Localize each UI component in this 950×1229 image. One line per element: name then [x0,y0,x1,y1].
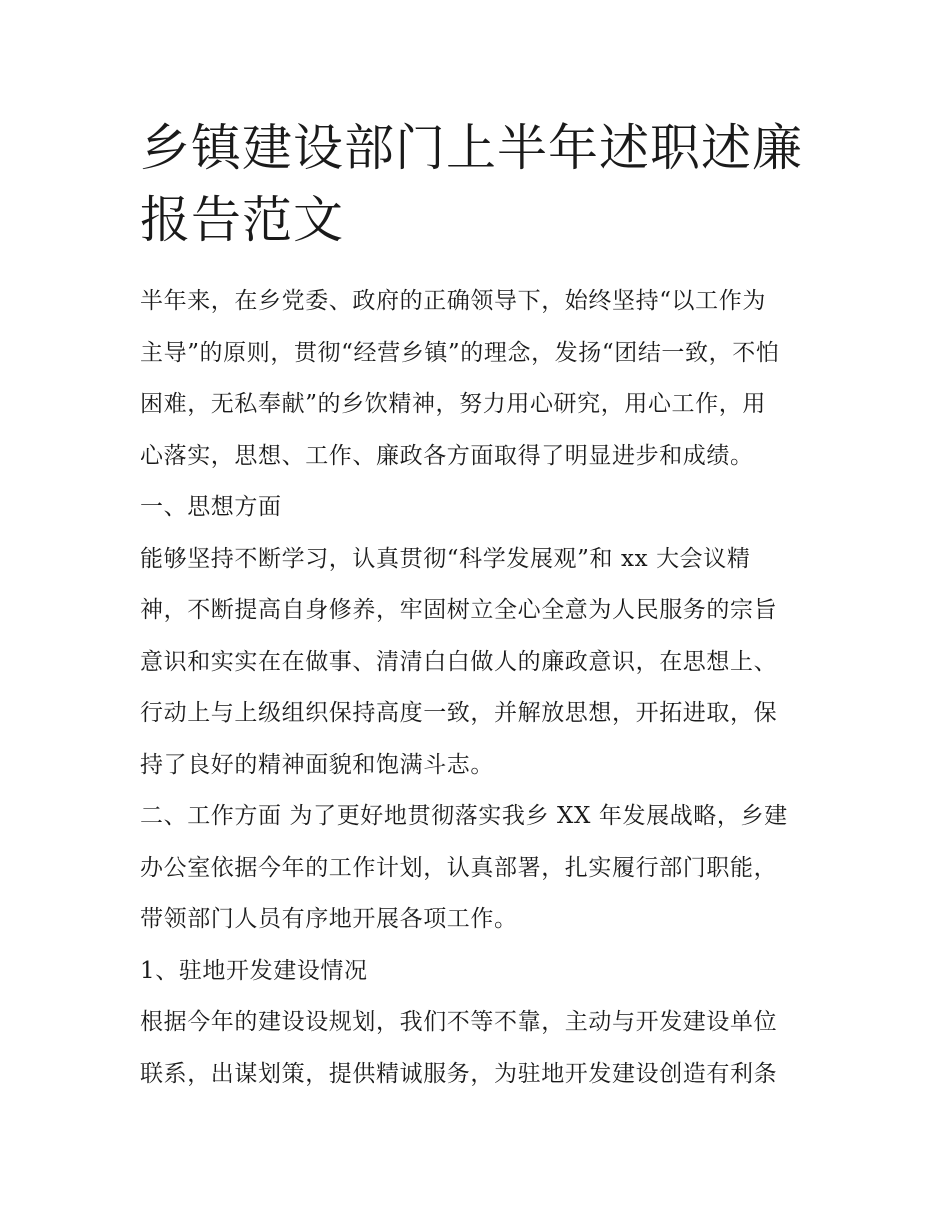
document-title [140,112,820,256]
body-line: 主导”的原则，贯彻“经营乡镇”的理念，发扬“团结一致，不怕 [140,339,780,366]
body-line: 持了良好的精神面貌和饱满斗志。 [140,751,494,778]
document-body [140,276,830,1100]
section-heading: 一、思想方面 [140,494,282,520]
body-line: 带领部门人员有序地开展各项工作。 [140,906,518,932]
body-line: 半年来，在乡党委、政府的正确领导下，始终坚持“以工作为 [140,288,766,314]
body-line: 行动上与上级组织保持高度一致，并解放思想，开拓进取，保 [140,700,778,726]
title-line: 报告范文 [140,191,344,249]
body-line: 办公室依据今年的工作计划，认真部署，扎实履行部门职能， [140,854,778,881]
body-line: 心落实，思想、工作、廉政各方面取得了明显进步和成绩。 [140,442,754,469]
section-heading: 二、工作方面 为了更好地贯彻落实我乡 XX 年发展战略，乡建 [140,803,788,829]
title-line: 乡镇建设部门上半年述职述廉 [140,119,803,177]
body-line: 联系，出谋划策，提供精诚服务，为驻地开发建设创造有利条 [140,1060,778,1087]
body-line: 根据今年的建设设规划，我们不等不靠，主动与开发建设单位 [140,1009,778,1035]
body-line: 意识和实实在在做事、清清白白做人的廉政意识，在思想上、 [140,648,778,675]
body-line: 能够坚持不断学习，认真贯彻“科学发展观”和 xx 大会议精 [140,545,751,572]
body-line: 神，不断提高自身修养，牢固树立全心全意为人民服务的宗旨 [140,597,778,623]
body-line: 困难，无私奉献”的乡饮精神，努力用心研究，用心工作，用 [140,391,766,417]
subsection-heading: 1、驻地开发建设情况 [140,957,368,984]
